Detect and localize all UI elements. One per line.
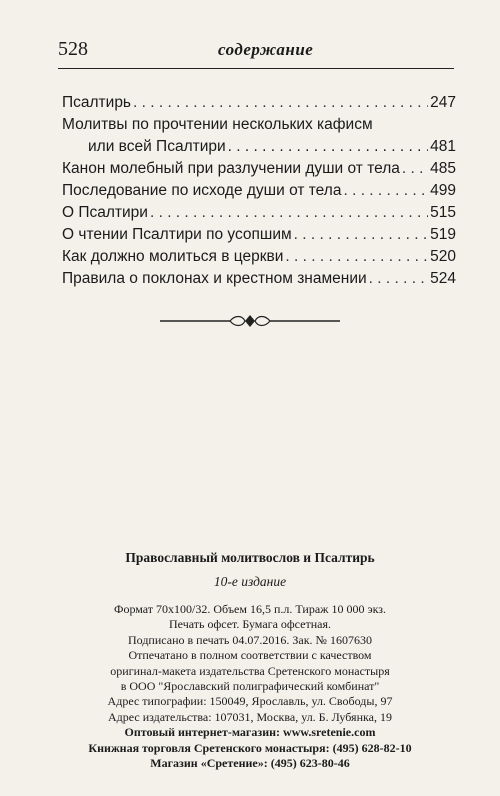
colophon-shop-line: Оптовый интернет-магазин: www.sretenie.com [124, 725, 376, 740]
colophon-title: Православный молитвослов и Псалтирь [125, 550, 375, 565]
colophon-line: Формат 70х100/32. Объем 16,5 п.л. Тираж 10 000 экз. [113, 602, 387, 616]
leader-dots [369, 268, 428, 290]
toc-page: 519 [430, 226, 456, 243]
toc-title: Молитвы по прочтении нескольких кафисм [62, 116, 373, 133]
toc-title: О чтении Псалтири по усопшим [62, 226, 292, 243]
toc-entry [62, 268, 456, 290]
page-header [58, 38, 454, 66]
table-of-contents [62, 92, 456, 290]
colophon-shop-line: Магазин «Сретение»: (495) 623-80-46 [150, 756, 350, 771]
toc-entry [62, 92, 456, 114]
colophon-line: оригинал-макета издательства Сретенского монастыря [110, 663, 390, 678]
toc-page: 247 [430, 94, 456, 111]
leader-dots [150, 202, 428, 224]
leader-dots [402, 158, 428, 180]
toc-entry [62, 202, 456, 224]
toc-page: 481 [430, 138, 456, 155]
toc-title: Канон молебный при разлучении души от тела [62, 160, 400, 177]
leader-dots [343, 180, 428, 202]
colophon-line: Отпечатано в полном соответствии с качеством [128, 648, 372, 663]
toc-title: Псалтирь [62, 94, 132, 111]
toc-entry [62, 246, 456, 268]
colophon-line: Подписано в печать 04.07.2016. Зак. № 1607630 [128, 632, 372, 647]
toc-page: 520 [430, 248, 456, 265]
leader-dots [285, 246, 428, 268]
toc-page: 499 [430, 182, 456, 199]
page-number: 528 [58, 38, 88, 60]
colophon-line: в ООО "Ярославский полиграфический комбинат" [120, 679, 380, 694]
toc-page: 485 [430, 160, 456, 177]
colophon-line: Печать офсет. Бумага офсетная. [169, 617, 331, 632]
colophon-edition: 10-е издание [213, 574, 287, 589]
toc-entry-continuation [62, 136, 456, 158]
toc-title: Как должно молиться в церкви [62, 248, 284, 265]
toc-entry [62, 224, 456, 246]
toc-title: Последование по исходе души от тела [62, 182, 342, 199]
leader-dots [133, 92, 428, 114]
colophon-line: Адрес издательства: 107031, Москва, ул. Б. Лубянка, 19 [108, 709, 392, 724]
colophon-line: Адрес типографии: 150049, Ярославль, ул. Свободы, 97 [107, 694, 393, 709]
ornament-divider [160, 312, 340, 330]
header-rule [58, 68, 454, 69]
toc-page: 515 [430, 204, 456, 221]
toc-entry [62, 114, 456, 136]
colophon [60, 550, 440, 771]
toc-title: Правила о поклонах и крестном знамении [62, 270, 367, 287]
leader-dots [228, 136, 428, 158]
toc-entry [62, 180, 456, 202]
toc-entry [62, 158, 456, 180]
toc-title-continuation: или всей Псалтири [88, 138, 226, 155]
colophon-shop-line: Книжная торговля Сретенского монастыря: (495) 628-82-10 [88, 740, 412, 755]
running-head: содержание [218, 40, 314, 59]
toc-page: 524 [430, 270, 456, 287]
leader-dots [294, 224, 428, 246]
toc-title: О Псалтири [62, 204, 148, 221]
